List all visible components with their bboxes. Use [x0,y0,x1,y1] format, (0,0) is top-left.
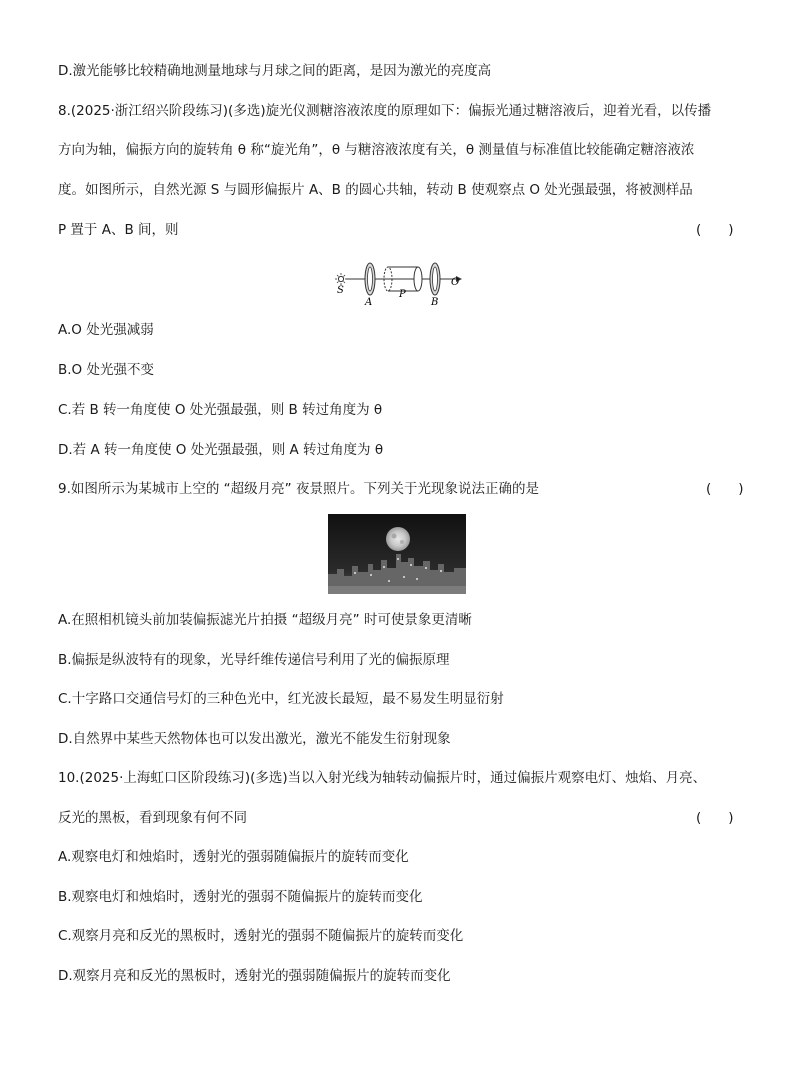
q8-option-d: D.若 A 转一角度使 O 处光强最强，则 A 转过角度为 θ [58,442,384,458]
q8-option-b: B.O 处光强不变 [58,362,154,378]
q9-option-c: C.十字路口交通信号灯的三种色光中，红光波长最短，最不易发生明显衍射 [58,691,504,707]
q8-stem-line-1: 8.(2025·浙江绍兴阶段练习)(多选)旋光仪测糖溶液浓度的原理如下：偏振光通过糖溶液后，迎着光看，以传播 [58,103,712,119]
q8-option-c: C.若 B 转一角度使 O 处光强最强，则 B 转过角度为 θ [58,402,383,418]
light-source-icon [335,273,347,285]
q8-answer-bracket: ( ) [696,222,734,238]
q10-option-a: A.观察电灯和烛焰时，透射光的强弱随偏振片的旋转而变化 [58,849,409,865]
q10-stem-line-1: 10.(2025·上海虹口区阶段练习)(多选)当以入射光线为轴转动偏振片时，通过偏振片观察电灯、烛焰、月亮、 [58,770,707,786]
q10-answer-bracket: ( ) [696,810,734,826]
label-s: S [337,285,344,296]
q8-stem-line-4: P 置于 A、B 间，则 [58,222,179,238]
q8-option-a: A.O 处光强减弱 [58,322,154,338]
label-o: O [451,277,460,288]
polarizer-a-disk [365,263,375,295]
q9-stem: 9.如图所示为某城市上空的 “超级月亮” 夜景照片。下列关于光现象说法正确的是 [58,481,539,497]
q10-option-c: C.观察月亮和反光的黑板时，透射光的强弱不随偏振片的旋转而变化 [58,928,464,944]
q8-stem-line-3: 度。如图所示，自然光源 S 与圆形偏振片 A、B 的圆心共轴，转动 B 使观察点 O 处光强最强，将被测样品 [58,182,693,198]
polarizer-b-disk [430,263,440,295]
label-a: A [365,297,373,308]
q10-option-d: D.观察月亮和反光的黑板时，透射光的强弱随偏振片的旋转而变化 [58,968,451,984]
q9-answer-bracket: ( ) [706,481,744,497]
q8-polarizer-diagram [334,253,464,313]
q7-option-d: D.激光能够比较精确地测量地球与月球之间的距离，是因为激光的亮度高 [58,63,492,79]
moon [386,527,410,551]
label-p: P [399,289,406,300]
q10-option-b: B.观察电灯和烛焰时，透射光的强弱不随偏振片的旋转而变化 [58,889,423,905]
label-b: B [431,297,439,308]
q10-stem-line-2: 反光的黑板，看到现象有何不同 [58,810,247,826]
q9-option-b: B.偏振是纵波特有的现象，光导纤维传递信号利用了光的偏振原理 [58,652,450,668]
q9-super-moon-photo [328,514,466,594]
q8-stem-line-2: 方向为轴，偏振方向的旋转角 θ 称“旋光角”，θ 与糖溶液浓度有关，θ 测量值与标准值比较能确定糖溶液浓 [58,142,695,158]
q9-option-a: A.在照相机镜头前加装偏振滤光片拍摄 “超级月亮” 时可使景象更清晰 [58,612,472,628]
q9-option-d: D.自然界中某些天然物体也可以发出激光，激光不能发生衍射现象 [58,731,451,747]
